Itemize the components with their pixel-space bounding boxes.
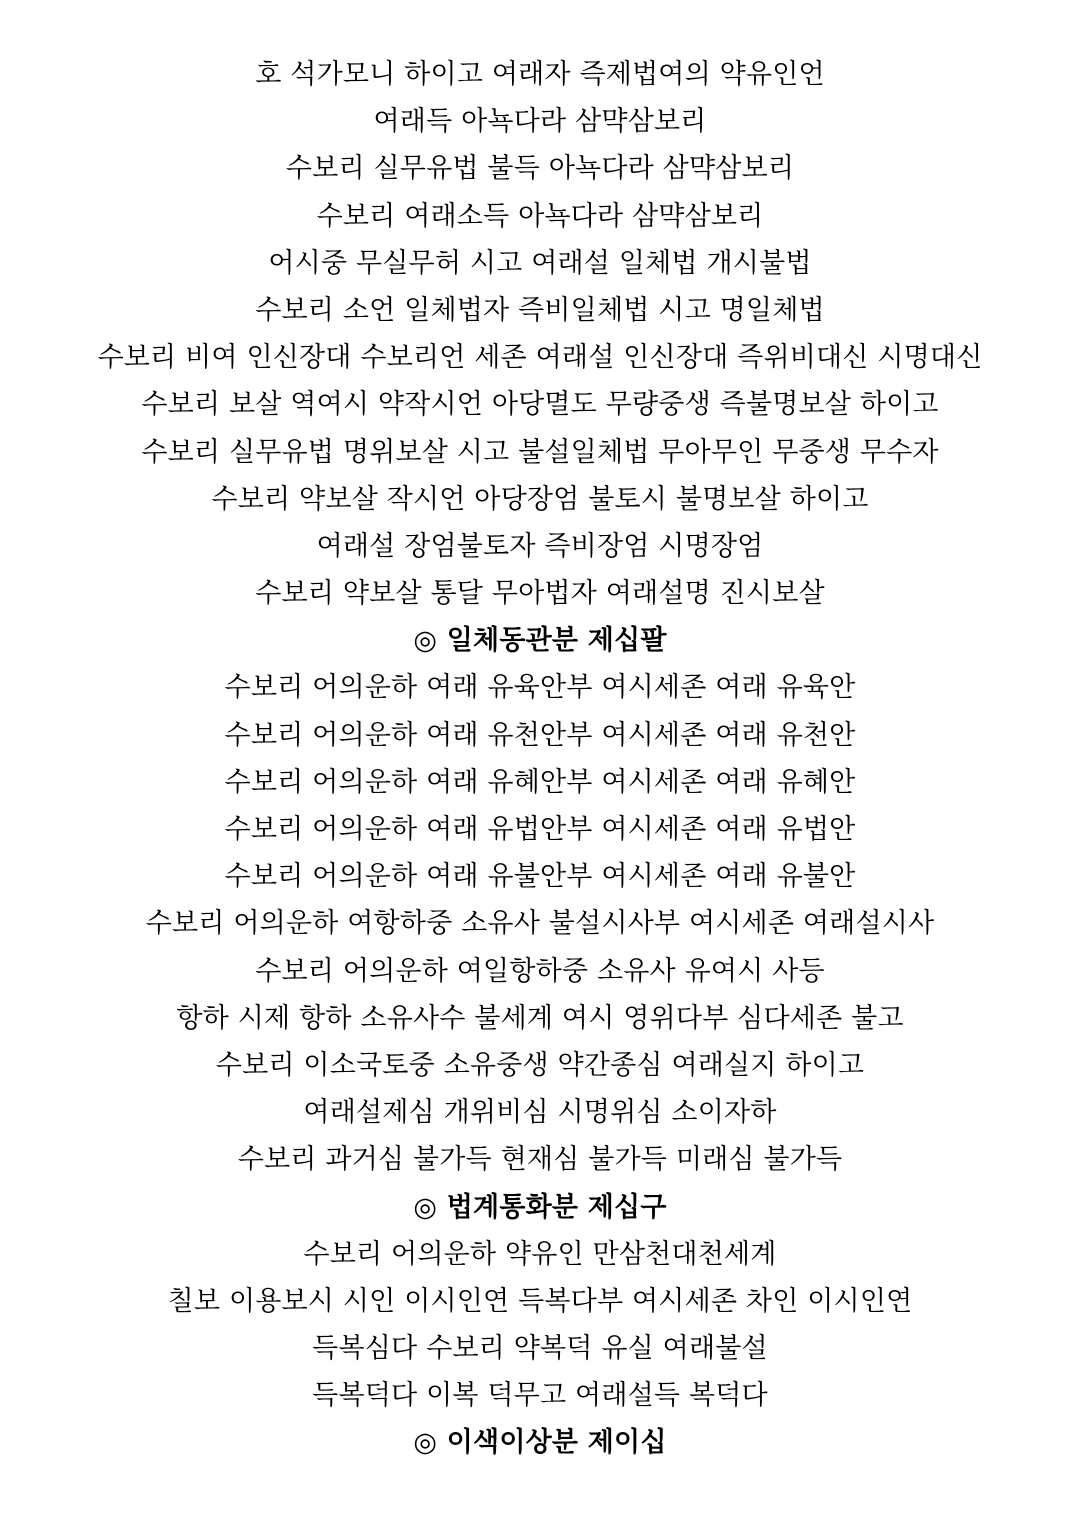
- text-line: 득복덕다 이복 덕무고 여래설득 복덕다: [312, 1380, 768, 1412]
- text-line: 수보리 어의운하 여래 유혜안부 여시세존 여래 유혜안: [224, 766, 856, 798]
- text-line: 수보리 어의운하 여래 유천안부 여시세존 여래 유천안: [224, 719, 856, 751]
- text-line: 수보리 이소국토중 소유중생 약간종심 여래실지 하이고: [215, 1049, 865, 1081]
- text-line: 수보리 어의운하 여래 유육안부 여시세존 여래 유육안: [224, 672, 856, 704]
- text-line: 수보리 여래소득 아뇩다라 삼먁삼보리: [316, 200, 764, 232]
- text-line: 수보리 어의운하 여항하중 소유사 불설시사부 여시세존 여래설시사: [145, 908, 935, 940]
- text-line: 수보리 과거심 불가득 현재심 불가득 미래심 불가득: [237, 1144, 843, 1176]
- text-line: 호 석가모니 하이고 여래자 즉제법여의 약유인언: [255, 59, 825, 90]
- section-heading: ◎ 일체동관분 제십팔: [413, 625, 667, 657]
- text-line: 수보리 어의운하 약유인 만삼천대천세계: [303, 1238, 777, 1270]
- text-line: 수보리 어의운하 여일항하중 소유사 유여시 사등: [255, 955, 825, 987]
- text-line: 수보리 어의운하 여래 유불안부 여시세존 여래 유불안: [224, 861, 856, 893]
- text-line: 수보리 소언 일체법자 즉비일체법 시고 명일체법: [255, 294, 825, 326]
- text-line: 수보리 약보살 통달 무아법자 여래설명 진시보살: [255, 578, 825, 610]
- section-heading: ◎ 법계통화분 제십구: [413, 1191, 667, 1223]
- text-line: 여래설 장엄불토자 즉비장엄 시명장엄: [316, 530, 764, 562]
- text-line: 항하 시제 항하 소유사수 불세계 여시 영위다부 심다세존 불고: [176, 1002, 904, 1034]
- section-heading: ◎ 이색이상분 제이십: [413, 1427, 667, 1459]
- text-line: 여래득 아뇩다라 삼먁삼보리: [373, 106, 707, 138]
- text-line: 수보리 실무유법 명위보살 시고 불설일체법 무아무인 무중생 무수자: [141, 436, 939, 468]
- text-line: 수보리 보살 역여시 약작시언 아당멸도 무량중생 즉불명보살 하이고: [141, 389, 939, 421]
- text-line: 수보리 약보살 작시언 아당장엄 불토시 불명보살 하이고: [211, 483, 869, 515]
- text-line: 수보리 어의운하 여래 유법안부 여시세존 여래 유법안: [224, 814, 856, 845]
- text-line: 수보리 비여 인신장대 수보리언 세존 여래설 인신장대 즉위비대신 시명대신: [97, 342, 983, 374]
- text-line: 여래설제심 개위비심 시명위심 소이자하: [303, 1097, 777, 1129]
- text-line: 칠보 이용보시 시인 이시인연 득복다부 여시세존 차인 이시인연: [167, 1285, 913, 1317]
- text-line: 어시중 무실무허 시고 여래설 일체법 개시불법: [268, 247, 812, 279]
- text-line: 득복심다 수보리 약복덕 유실 여래불설: [312, 1333, 768, 1365]
- document-page: [0, 51, 1080, 1467]
- text-line: 수보리 실무유법 불득 아뇩다라 삼먁삼보리: [285, 153, 795, 185]
